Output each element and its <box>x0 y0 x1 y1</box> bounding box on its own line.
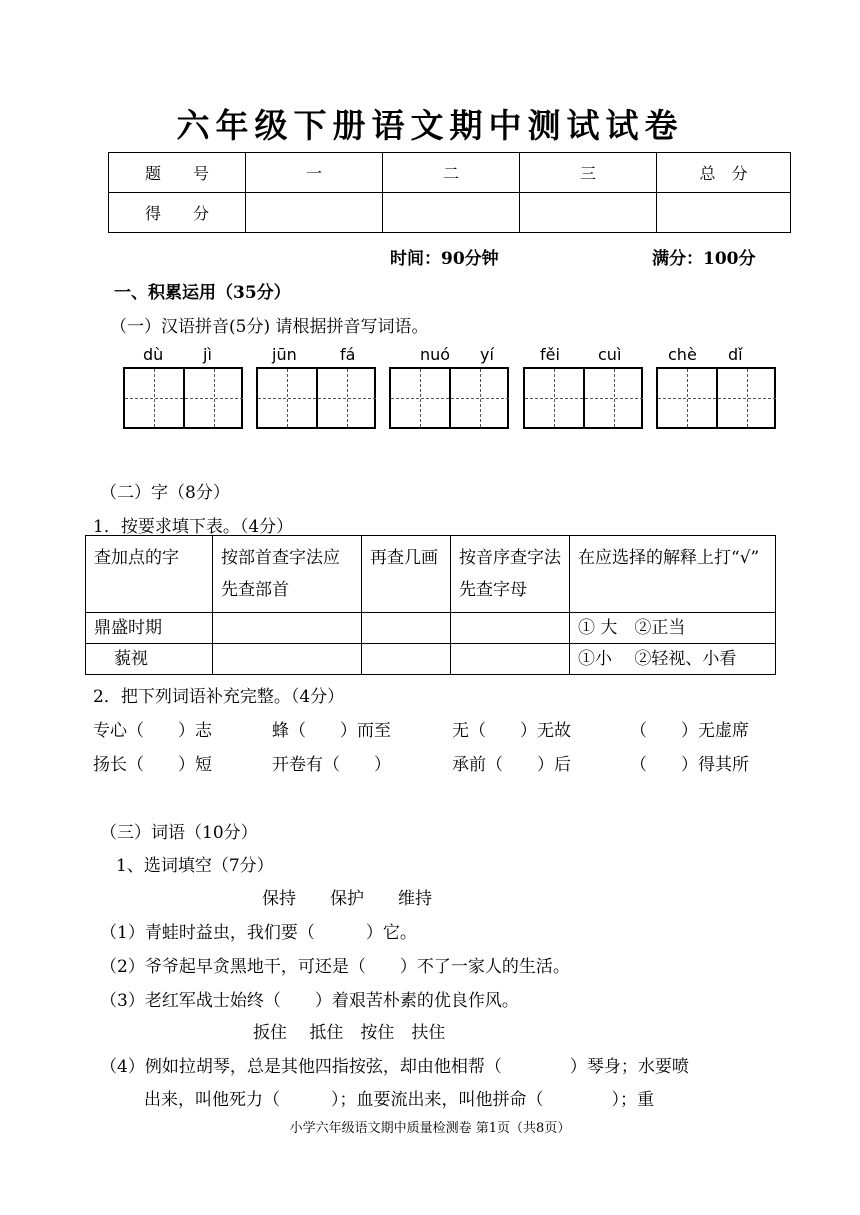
sentence-item-continued[interactable]: 出来，叫他死力（ ）；血要流出来，叫他拼命（ ）；重 <box>144 1090 654 1110</box>
dict-header-cell: 再查几画 <box>362 536 451 613</box>
dict-answer-cell[interactable] <box>213 613 362 644</box>
idiom-item[interactable]: 扬长（ ）短 <box>93 755 212 775</box>
score-header-cell: 一 <box>246 153 383 193</box>
writing-grid[interactable] <box>389 367 509 429</box>
part-heading: （二）字（8分） <box>100 483 230 503</box>
score-value-cell[interactable] <box>520 193 657 233</box>
dict-header-cell: 按音序查字法先查字母 <box>451 536 570 613</box>
dict-header-cell: 查加点的字 <box>86 536 213 613</box>
score-value-cell[interactable] <box>246 193 383 233</box>
dict-answer-cell[interactable] <box>362 613 451 644</box>
page-title: 六年级下册语文期中测试试卷 <box>176 106 684 145</box>
sentence-item[interactable]: （3）老红军战士始终（ ）着艰苦朴素的优良作风。 <box>100 991 519 1011</box>
dict-word-cell: 藐视 <box>86 644 213 675</box>
sentence-item[interactable]: （4）例如拉胡琴，总是其他四指按弦，却由他相帮（ ）琴身；水要喷 <box>100 1057 689 1077</box>
dict-choice-cell[interactable]: ① 大 ②正当 <box>570 613 776 644</box>
pinyin-label: cuì <box>598 345 622 364</box>
idiom-item[interactable]: （ ）得其所 <box>630 755 749 775</box>
score-header-cell: 总 分 <box>657 153 791 193</box>
idiom-item[interactable]: 承前（ ）后 <box>452 755 571 775</box>
score-header-cell: 二 <box>383 153 520 193</box>
writing-grid[interactable] <box>123 367 243 429</box>
dict-answer-cell[interactable] <box>213 644 362 675</box>
pinyin-label: nuó <box>420 345 451 364</box>
dict-answer-cell[interactable] <box>451 613 570 644</box>
pinyin-label: dù <box>143 345 164 364</box>
dict-header-cell: 按部首查字法应先查部首 <box>213 536 362 613</box>
word-choices: 保持 保护 维持 <box>262 889 432 909</box>
pinyin-label: yí <box>480 345 494 364</box>
dictionary-table <box>85 535 776 675</box>
time-label: 时间：90分钟 <box>390 249 499 269</box>
dict-word-cell: 鼎盛时期 <box>86 613 213 644</box>
section-heading: 一、积累运用（35分） <box>114 283 291 303</box>
writing-grid[interactable] <box>256 367 376 429</box>
dict-choice-cell[interactable]: ①小 ②轻视、小看 <box>570 644 776 675</box>
question-heading: 1、选词填空（7分） <box>116 856 274 876</box>
pinyin-label: dǐ <box>728 345 743 364</box>
idiom-item[interactable]: 开卷有（ ） <box>272 755 391 775</box>
part-heading: （三）词语（10分） <box>100 823 258 843</box>
pinyin-label: fěi <box>540 345 560 364</box>
question-heading: 1．按要求填下表。（4分） <box>93 517 294 537</box>
full-score-label: 满分：100分 <box>652 249 756 269</box>
pinyin-label: chè <box>668 345 697 364</box>
score-header-cell: 三 <box>520 153 657 193</box>
question-heading: 2．把下列词语补充完整。（4分） <box>93 687 345 707</box>
sentence-item[interactable]: （2）爷爷起早贪黑地干，可还是（ ）不了一家人的生活。 <box>100 957 570 977</box>
idiom-item[interactable]: 专心（ ）志 <box>93 721 212 741</box>
pinyin-label: jūn <box>272 345 297 364</box>
pinyin-label: jì <box>203 345 212 364</box>
score-header-cell: 题 号 <box>109 153 246 193</box>
idiom-item[interactable]: （ ）无虚席 <box>630 721 749 741</box>
writing-grid[interactable] <box>523 367 643 429</box>
idiom-item[interactable]: 无（ ）无故 <box>452 721 571 741</box>
score-table <box>108 152 791 233</box>
dict-header-cell: 在应选择的解释上打“√” <box>570 536 776 613</box>
writing-grid[interactable] <box>656 367 776 429</box>
idiom-item[interactable]: 蜂（ ）而至 <box>272 721 391 741</box>
score-label-cell: 得 分 <box>109 193 246 233</box>
dict-answer-cell[interactable] <box>362 644 451 675</box>
word-choices: 扳住 抵住 按住 扶住 <box>253 1023 446 1043</box>
part-heading: （一）汉语拼音(5分) 请根据拼音写词语。 <box>110 317 429 337</box>
score-value-cell[interactable] <box>383 193 520 233</box>
pinyin-label: fá <box>340 345 356 364</box>
dict-answer-cell[interactable] <box>451 644 570 675</box>
score-value-cell[interactable] <box>657 193 791 233</box>
page-footer: 小学六年级语文期中质量检测卷 第1页（共8页） <box>289 1121 571 1136</box>
sentence-item[interactable]: （1）青蛙时益虫，我们要（ ）它。 <box>100 923 417 943</box>
